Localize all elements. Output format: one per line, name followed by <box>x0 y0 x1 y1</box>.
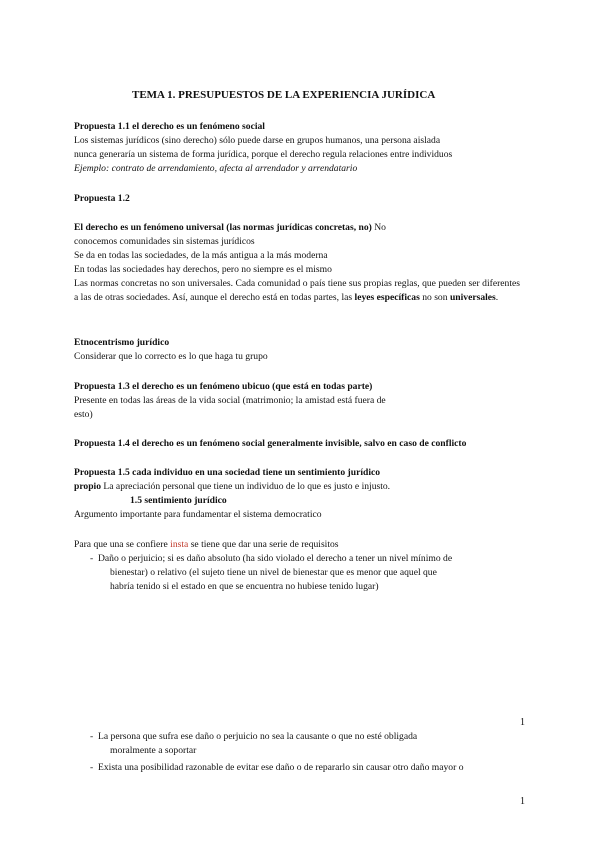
paragraph-text: Las normas concretas no son universales. Cada comunidad o país tiene sus propias reglas, que pueden ser diferentes a las de otras sociedades. Así, aunque el derecho está en todas partes, las <box>74 278 520 303</box>
universal-heading-after: No <box>371 222 386 233</box>
universal-heading: El derecho es un fenómeno universal (las normas jurídicas concretas, no) <box>74 222 372 233</box>
heading-propuesta-1-2: Propuesta 1.2 <box>74 193 130 204</box>
bullet-dash: - <box>90 553 94 564</box>
heading-propuesta-1-4: Propuesta 1.4 el derecho es un fenómeno social generalmente invisible, salvo en caso de conflicto <box>74 438 467 449</box>
paragraph-line: En todas las sociedades hay derechos, pero no siempre es el mismo <box>74 264 332 275</box>
heading-propuesta-1-3: Propuesta 1.3 el derecho es un fenómeno ubicuo (que está en todas parte) <box>74 381 373 392</box>
bold-term: propio <box>74 481 102 492</box>
paragraph-line: nunca generaría un sistema de forma jurídica, porque el derecho regula relaciones entre individuos <box>74 149 453 160</box>
heading-etnocentrismo: Etnocentrismo jurídico <box>74 337 170 348</box>
propuesta-1-5-line <box>74 480 390 494</box>
subheading-sentimiento: 1.5 sentimiento jurídico <box>130 495 227 506</box>
universal-paragraph <box>74 277 520 305</box>
highlighted-word: insta <box>170 539 189 550</box>
bullet-dash: - <box>90 762 94 773</box>
document-title: TEMA 1. PRESUPUESTOS DE LA EXPERIENCIA JURÍDICA <box>132 89 436 101</box>
paragraph-text: se tiene que dar una serie de requisitos <box>188 539 339 550</box>
requisitos-line <box>74 538 339 552</box>
paragraph-line: Los sistemas jurídicos (sino derecho) sólo puede darse en grupos humanos, una persona aislada <box>74 135 441 146</box>
paragraph-text: Para que una se confiere <box>74 539 171 550</box>
bullet-1-line: bienestar) o relativo (el sujeto tiene un nivel de bienestar que es menor que aquel que <box>110 567 437 578</box>
paragraph-line: Argumento importante para fundamentar el sistema democratico <box>74 509 322 520</box>
paragraph-line: Se da en todas las sociedades, de la más antigua a la más moderna <box>74 250 328 261</box>
bold-term: leyes específicas <box>354 292 420 303</box>
bullet-dash: - <box>90 731 94 742</box>
example-line: Ejemplo: contrato de arrendamiento, afecta al arrendador y arrendatario <box>74 163 358 174</box>
universal-heading-line <box>74 221 386 235</box>
bullet-1-line: Daño o perjuicio; si es daño absoluto (ha sido violado el derecho a tener un nivel mínimo de <box>98 553 453 564</box>
paragraph-line: esto) <box>74 409 93 420</box>
bold-term: universales <box>449 292 496 303</box>
bullet-1-line: habría tenido si el estado en que se encuentra no hubiese tenido lugar) <box>110 581 379 592</box>
paragraph-text: no son <box>419 292 450 303</box>
paragraph-line: Presente en todas las áreas de la vida social (matrimonio; la amistad está fuera de <box>74 395 386 406</box>
bullet-2-line: La persona que sufra ese daño o perjuicio no sea la causante o que no esté obligada <box>98 731 418 742</box>
heading-propuesta-1-5: Propuesta 1.5 cada individuo en una sociedad tiene un sentimiento jurídico <box>74 467 381 478</box>
paragraph-line: Considerar que lo correcto es lo que haga tu grupo <box>74 351 268 362</box>
bullet-3-line: Exista una posibilidad razonable de evitar ese daño o de repararlo sin causar otro daño mayor o <box>98 762 464 773</box>
paragraph-text: La apreciación personal que tiene un individuo de lo que es justo e injusto. <box>101 481 391 492</box>
paragraph-line: conocemos comunidades sin sistemas jurídicos <box>74 236 255 247</box>
bullet-2-line: moralmente a soportar <box>110 745 197 756</box>
page-number: 1 <box>520 796 525 807</box>
paragraph-text: . <box>495 292 499 303</box>
heading-propuesta-1-1: Propuesta 1.1 el derecho es un fenómeno social <box>74 121 265 132</box>
page-number: 1 <box>520 717 525 728</box>
